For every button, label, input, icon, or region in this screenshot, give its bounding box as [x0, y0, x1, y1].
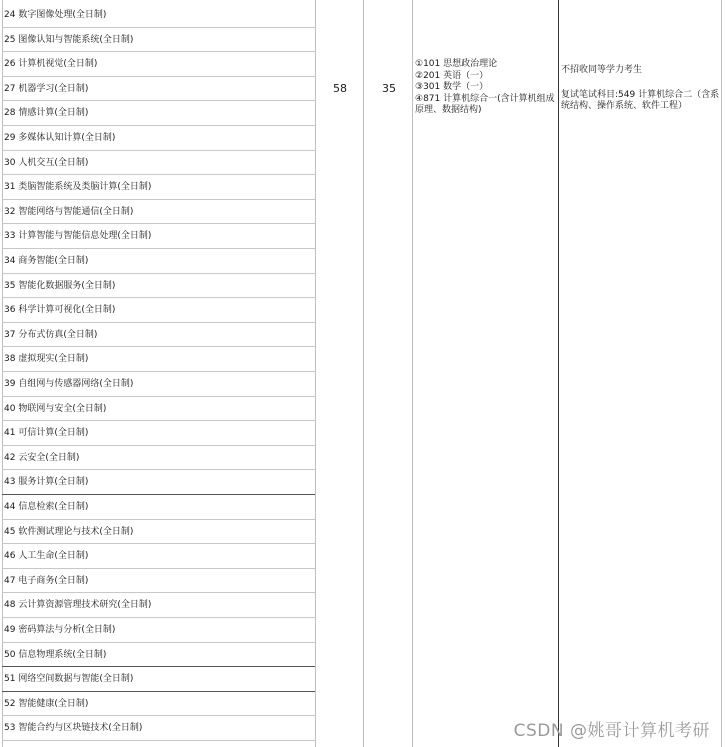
major-row: 37 分布式仿真(全日制): [2, 323, 315, 348]
major-row: 32 智能网络与智能通信(全日制): [2, 200, 315, 225]
grid-line: [412, 0, 413, 747]
exam-subject-item: ②201 英语（一）: [415, 70, 489, 81]
major-row: 46 人工生命(全日制): [2, 544, 315, 569]
major-row: 50 信息物理系统(全日制): [2, 643, 315, 668]
major-row: 28 情感计算(全日制): [2, 101, 315, 126]
major-row: 31 类脑智能系统及类脑计算(全日制): [2, 175, 315, 200]
exam-subject-item: ④871 计算机综合一(含计算机组成原理、数据结构): [415, 93, 555, 115]
major-row: 41 可信计算(全日制): [2, 421, 315, 446]
remarks: [561, 65, 721, 113]
major-row: 38 虚拟现实(全日制): [2, 347, 315, 372]
major-row: 35 智能化数据服务(全日制): [2, 274, 315, 299]
watermark: CSDN @姚哥计算机考研: [513, 721, 710, 741]
major-row: 36 科学计算可视化(全日制): [2, 298, 315, 323]
remark-retest-subject: 复试笔试科目:549 计算机综合二（含系统结构、操作系统、软件工程）: [561, 89, 720, 111]
major-list: [2, 0, 315, 747]
exam-subject-item: ①101 思想政治理论: [415, 59, 498, 69]
major-row: 24 数字图像处理(全日制): [2, 3, 315, 28]
plan-recommended-value: 35: [382, 82, 396, 95]
major-row: 39 自组网与传感器网络(全日制): [2, 372, 315, 397]
major-row: 26 计算机视觉(全日制): [2, 52, 315, 77]
plan-total-value: 58: [333, 82, 347, 95]
major-row: 48 云计算资源管理技术研究(全日制): [2, 593, 315, 618]
major-row: 42 云安全(全日制): [2, 446, 315, 471]
major-row: 43 服务计算(全日制): [2, 470, 315, 495]
major-row: 45 软件测试理论与技术(全日制): [2, 520, 315, 545]
grid-line: [315, 0, 316, 747]
remark-no-equivalent: 不招收同等学力考生: [561, 65, 643, 75]
major-row: 47 电子商务(全日制): [2, 569, 315, 594]
major-row: 30 人机交互(全日制): [2, 151, 315, 176]
major-row: 29 多媒体认知计算(全日制): [2, 126, 315, 151]
grid-line: [363, 0, 364, 747]
major-row: 44 信息检索(全日制): [2, 495, 315, 520]
major-row: 52 智能健康(全日制): [2, 692, 315, 717]
major-row: 53 智能合约与区块链技术(全日制): [2, 716, 315, 741]
major-row: 34 商务智能(全日制): [2, 249, 315, 274]
major-row: 49 密码算法与分析(全日制): [2, 618, 315, 643]
major-row: 25 图像认知与智能系统(全日制): [2, 28, 315, 53]
major-row: 33 计算智能与智能信息处理(全日制): [2, 224, 315, 249]
major-row: 51 网络空间数据与智能(全日制): [2, 667, 315, 692]
major-row: 27 机器学习(全日制): [2, 77, 315, 102]
grid-line: [721, 0, 722, 747]
grid-line: [558, 0, 559, 747]
major-row: 40 物联网与安全(全日制): [2, 397, 315, 422]
exam-subjects: [415, 59, 557, 117]
exam-subject-item: ③301 数学（一）: [415, 82, 489, 92]
